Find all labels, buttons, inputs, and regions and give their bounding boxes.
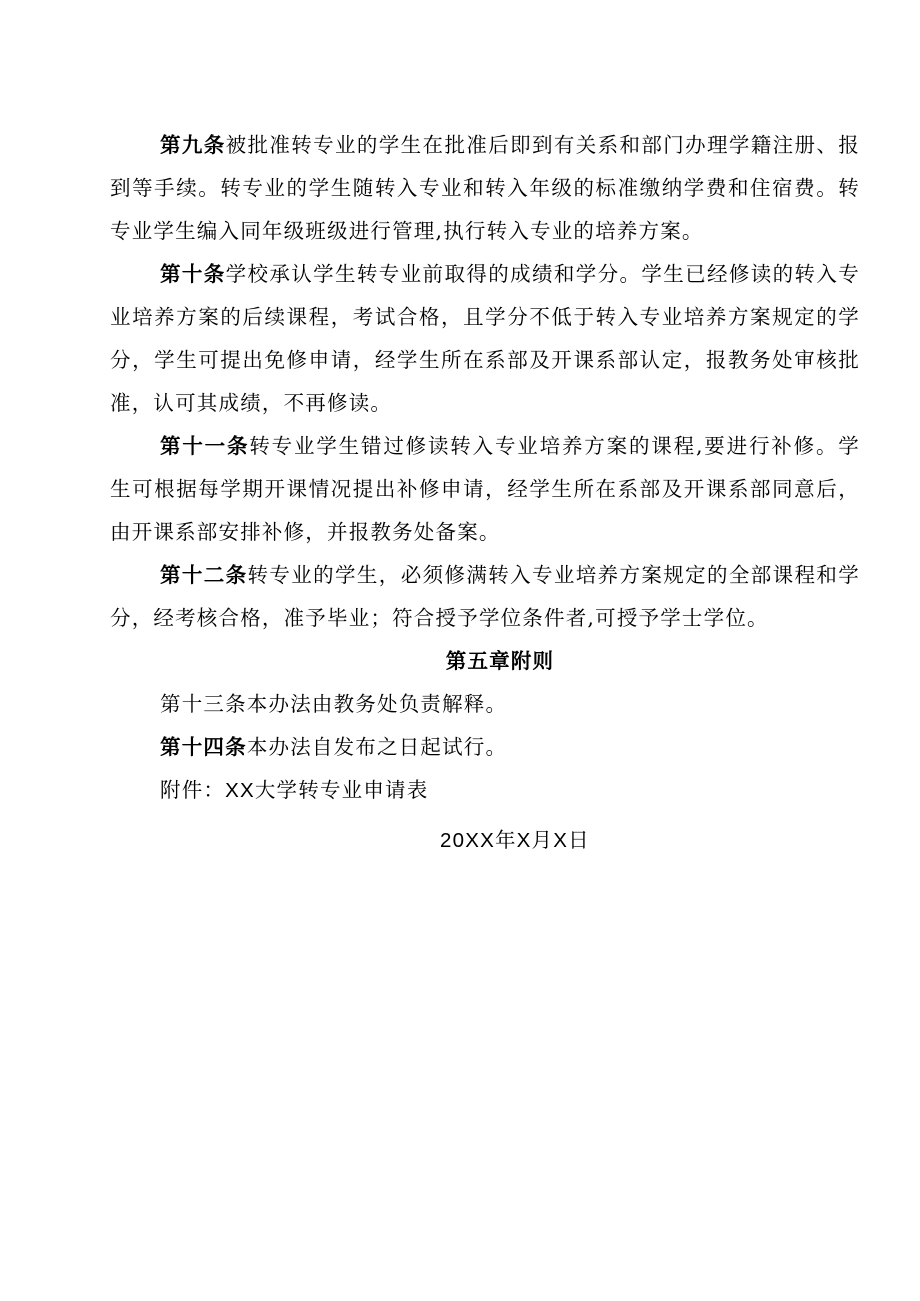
date-month-num: X xyxy=(516,829,532,852)
article-11 xyxy=(110,425,860,554)
article-9-label: 第九条 xyxy=(160,133,226,157)
article-11-text: 转专业学生错过修读转入专业培养方案的课程,要进行补修。学生可根据每学期开课情况提出补修申请，经学生所在系部及开课系部同意后，由开课系部安排补修，并报教务处备案。 xyxy=(110,434,860,544)
article-14-text: 本办法自发布之日起试行。 xyxy=(246,735,508,759)
chapter-title: 第五章附则 xyxy=(445,649,555,673)
article-11-label: 第十一条 xyxy=(160,434,250,458)
attachment-line xyxy=(110,769,860,812)
article-14-label: 第十四条 xyxy=(160,735,247,759)
date-year-num: 20XX xyxy=(440,829,495,852)
date-month-char: 月 xyxy=(531,828,554,852)
article-9-text: 被批准转专业的学生在批准后即到有关系和部门办理学籍注册、报到等手续。转专业的学生随转入专业和转入年级的标准缴纳学费和住宿费。转专业学生编入同年级班级进行管理,执行转入专业的培养方案。 xyxy=(110,133,860,243)
article-10-label: 第十条 xyxy=(160,262,226,286)
article-12-label: 第十二条 xyxy=(160,563,248,587)
document-body xyxy=(110,124,860,862)
article-13: 第十三条本办法由教务处负责解释。 xyxy=(160,692,508,716)
date-day-char: 日 xyxy=(568,828,590,852)
date-day-num: X xyxy=(553,829,569,852)
article-10-text: 学校承认学生转专业前取得的成绩和学分。学生已经修读的转入专业培养方案的后续课程，考试合格，且学分不低于转入专业培养方案规定的学分，学生可提出免修申请，经学生所在系部及开课系部认定，报教务处审核批准，认可其成绩，不再修读。 xyxy=(110,262,860,415)
article-10 xyxy=(110,253,860,425)
attachment-text: 大学转专业申请表 xyxy=(254,778,429,802)
article-14 xyxy=(110,726,860,769)
document-date xyxy=(110,819,860,862)
attachment-prefix: 附件： xyxy=(160,778,226,802)
article-12-text: 转专业的学生，必须修满转入专业培养方案规定的全部课程和学分，经考核合格，准予毕业；符合授予学位条件者,可授予学士学位。 xyxy=(110,563,860,630)
date-year-char: 年 xyxy=(494,828,517,852)
attachment-latin: XX xyxy=(225,779,255,802)
article-9 xyxy=(110,124,860,253)
article-12 xyxy=(110,554,860,640)
